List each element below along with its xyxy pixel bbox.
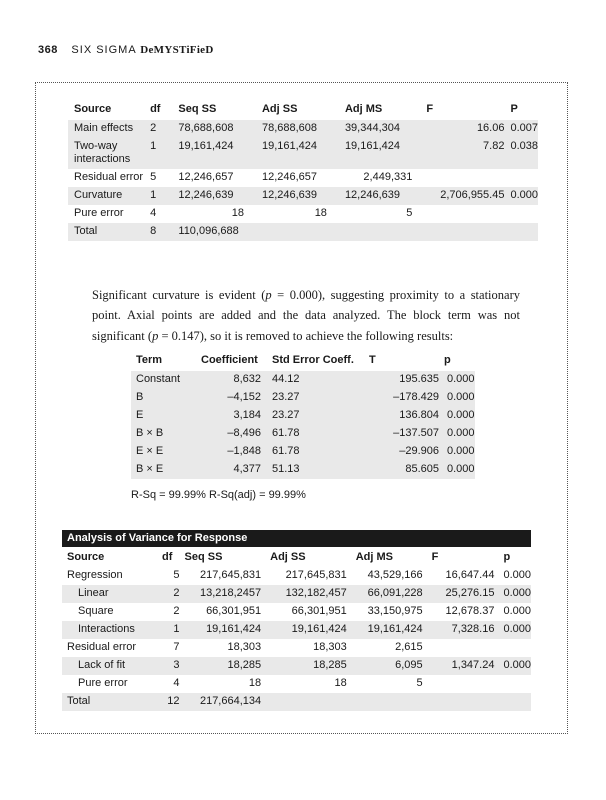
table-header-row: [131, 354, 475, 371]
table-cell: 2: [144, 120, 172, 138]
table-cell: 3: [157, 657, 180, 675]
table-cell: 51.13: [267, 461, 364, 479]
table-cell: Main effects: [68, 120, 144, 138]
table-cell: Total: [62, 693, 157, 711]
table-cell: 2,615: [395, 641, 423, 653]
table-cell: 12,246,639: [172, 187, 256, 205]
table-row: [68, 205, 538, 223]
table-cell: 12: [157, 693, 180, 711]
table-cell: Constant: [131, 371, 196, 389]
table-cell: 0.000: [504, 187, 538, 205]
table-row: [62, 603, 531, 621]
table-cell: 5: [150, 171, 157, 183]
table-cell: 7,328.16: [427, 621, 499, 639]
table-cell: Square: [78, 605, 114, 617]
table-row: [62, 657, 531, 675]
coefficients-table: [131, 354, 475, 479]
table-cell: 7: [173, 641, 180, 653]
table-cell: B × B: [131, 425, 196, 443]
table-cell: 8,632: [196, 371, 267, 389]
table-cell: 8: [144, 223, 172, 241]
table-cell: 61.78: [267, 443, 364, 461]
table-cell: 4: [150, 207, 157, 219]
table-row: [62, 621, 531, 639]
table-cell: 85.605: [364, 461, 439, 479]
table-cell: 2,449,331: [363, 171, 413, 183]
table-cell: 19,161,424: [256, 138, 339, 169]
table-cell: –137.507: [364, 425, 439, 443]
table-cell: 0.000: [439, 389, 475, 407]
table-cell: 18: [314, 207, 327, 219]
table-row: [131, 389, 475, 407]
table-cell: B × E: [131, 461, 196, 479]
table-cell: –4,152: [196, 389, 267, 407]
page-header: [38, 44, 214, 56]
body-paragraph: [92, 285, 520, 347]
table-cell: [498, 693, 531, 711]
table-cell: 18,285: [180, 657, 266, 675]
table-cell: 1: [144, 187, 172, 205]
table-cell: 18,303: [313, 641, 347, 653]
table-cell: 217,645,831: [285, 569, 347, 581]
p-variable: p: [265, 287, 272, 302]
table-cell: [339, 223, 420, 241]
table-cell: 61.78: [267, 425, 364, 443]
table-cell: 5: [406, 207, 413, 219]
table-cell: [427, 639, 499, 657]
table-cell: 33,150,975: [367, 605, 423, 617]
table-cell: 18: [334, 677, 347, 689]
series-brand: DeMYSTiFieD: [140, 44, 214, 56]
table-cell: 25,276.15: [427, 585, 499, 603]
table-row: [131, 407, 475, 425]
table-header-row: [68, 101, 538, 120]
column-header: Adj SS: [270, 551, 306, 563]
table-cell: 0.000: [439, 371, 475, 389]
table-cell: 18: [248, 677, 262, 689]
table-cell: [504, 205, 538, 223]
table-cell: Residual error: [67, 641, 137, 653]
table-cell: 78,688,608: [256, 120, 339, 138]
table-cell: Two-way interactions: [68, 138, 144, 169]
table-row: [62, 675, 531, 693]
table-cell: Lack of fit: [62, 657, 157, 675]
table-cell: 0.007: [504, 120, 538, 138]
table-cell: 18,303: [227, 641, 262, 653]
table-cell: –29.906: [364, 443, 439, 461]
table-cell: 23.27: [267, 389, 364, 407]
column-header: Adj SS: [261, 103, 298, 115]
column-header: Seq SS: [178, 103, 217, 115]
table-cell: 12,246,657: [178, 171, 234, 183]
table-cell: 19,161,424: [172, 138, 256, 169]
table-cell: 217,664,134: [180, 693, 266, 711]
table-cell: 12,246,639: [339, 187, 420, 205]
column-header: F: [426, 103, 434, 115]
table-cell: [420, 169, 504, 187]
column-header: df: [162, 551, 173, 563]
table-cell: [504, 223, 538, 241]
table-cell: Residual error: [74, 171, 144, 183]
table-cell: [504, 169, 538, 187]
table-cell: 1,347.24: [427, 657, 499, 675]
table-row: [62, 585, 531, 603]
table-cell: 44.12: [267, 371, 364, 389]
table-cell: Pure error: [74, 207, 124, 219]
table-cell: 132,182,457: [265, 585, 351, 603]
table-cell: 19,161,424: [351, 621, 427, 639]
table-cell: 13,218,2457: [180, 585, 266, 603]
table-row: [62, 693, 531, 711]
table-cell: Linear: [62, 585, 157, 603]
table-cell: B: [131, 389, 196, 407]
column-header: Source: [67, 551, 105, 563]
table-cell: 23.27: [267, 407, 364, 425]
table-cell: 0.000: [439, 425, 475, 443]
table-cell: 66,301,951: [206, 605, 262, 617]
table-cell: 2: [157, 585, 180, 603]
column-header: F: [431, 551, 439, 563]
table-cell: –1,848: [196, 443, 267, 461]
table-cell: Curvature: [68, 187, 144, 205]
table-cell: 39,344,304: [339, 120, 420, 138]
series-title: SIX SIGMA: [71, 44, 137, 56]
table-row: [62, 639, 531, 657]
column-header: Source: [74, 103, 112, 115]
table-cell: 195.635: [364, 371, 439, 389]
table-cell: Pure error: [78, 677, 128, 689]
table-cell: 0.000: [498, 657, 531, 675]
column-header: Adj MS: [344, 103, 383, 115]
table-cell: 18: [231, 207, 244, 219]
table-cell: 7.82: [420, 138, 504, 169]
table-cell: 0.000: [439, 443, 475, 461]
table-row: [131, 443, 475, 461]
table-cell: 1: [157, 621, 180, 639]
table-cell: 5: [416, 677, 423, 689]
table-cell: E × E: [131, 443, 196, 461]
table-cell: 0.000: [498, 621, 531, 639]
table-row: [68, 187, 538, 205]
column-header: Seq SS: [184, 551, 223, 563]
column-header: p: [503, 551, 511, 563]
table-row: [131, 461, 475, 479]
table-cell: [427, 693, 499, 711]
table-row: [68, 169, 538, 187]
column-header: p: [444, 354, 451, 366]
table-cell: [498, 639, 531, 657]
table-row: [68, 138, 538, 169]
paragraph-text: = 0.000), suggesting proximity to a stationary point. Axial points are added and the data analyzed. The block term was not significant (: [92, 287, 520, 343]
table-cell: 217,645,831: [199, 569, 262, 581]
r-squared-text: R-Sq = 99.99% R-Sq(adj) = 99.99%: [131, 489, 306, 501]
column-header: Term: [136, 354, 163, 366]
table-cell: 5: [173, 569, 180, 581]
table-row: [62, 567, 531, 585]
paragraph-text: = 0.147), so it is removed to achieve the following results:: [158, 328, 454, 343]
table-cell: 19,161,424: [339, 138, 420, 169]
table-cell: [420, 205, 504, 223]
column-header: Std Error Coeff.: [272, 354, 354, 366]
table-cell: 18,285: [265, 657, 351, 675]
table-row: [68, 223, 538, 241]
anova-table-title: Analysis of Variance for Response: [62, 530, 531, 547]
table-cell: 19,161,424: [265, 621, 351, 639]
p-variable: p: [152, 328, 159, 343]
table-header-row: [62, 548, 531, 567]
table-cell: –8,496: [196, 425, 267, 443]
table-cell: 16,647.44: [445, 569, 495, 581]
table-cell: 66,301,951: [291, 605, 347, 617]
table-cell: 12,678.37: [445, 605, 495, 617]
table-cell: 4,377: [196, 461, 267, 479]
table-cell: 0.000: [439, 407, 475, 425]
table-cell: 1: [144, 138, 172, 169]
table-cell: 19,161,424: [180, 621, 266, 639]
table-cell: Total: [68, 223, 144, 241]
table-cell: 136.804: [364, 407, 439, 425]
table-cell: [265, 693, 351, 711]
table-cell: 2,706,955.45: [420, 187, 504, 205]
table-cell: –178.429: [364, 389, 439, 407]
table-cell: Interactions: [62, 621, 157, 639]
column-header: T: [369, 354, 376, 366]
column-header: df: [150, 103, 161, 115]
table-cell: 0.000: [503, 605, 531, 617]
table-cell: 43,529,166: [367, 569, 423, 581]
table-cell: 0.000: [503, 569, 531, 581]
table-cell: [351, 693, 427, 711]
table-cell: [427, 675, 499, 693]
table-cell: 66,091,228: [351, 585, 427, 603]
table-cell: [256, 223, 339, 241]
table-row: [131, 425, 475, 443]
table-cell: 6,095: [351, 657, 427, 675]
table-cell: 4: [173, 677, 180, 689]
paragraph-text: Significant curvature is evident (: [92, 287, 266, 302]
column-header: Adj MS: [355, 551, 394, 563]
table-cell: 12,246,639: [256, 187, 339, 205]
table-cell: 78,688,608: [172, 120, 256, 138]
table-cell: Regression: [67, 569, 123, 581]
table-cell: 0.000: [498, 585, 531, 603]
response-anova-table: [62, 548, 531, 711]
factorial-anova-table: [68, 101, 538, 241]
column-header: P: [510, 103, 518, 115]
table-cell: 0.000: [439, 461, 475, 479]
page-number: 368: [38, 44, 58, 56]
column-header: Coefficient: [201, 354, 258, 366]
table-cell: [498, 675, 531, 693]
table-cell: 110,096,688: [172, 223, 256, 241]
table-row: [68, 120, 538, 138]
table-row: [131, 371, 475, 389]
table-cell: 2: [173, 605, 180, 617]
table-cell: [420, 223, 504, 241]
table-cell: 16.06: [420, 120, 504, 138]
table-cell: 3,184: [196, 407, 267, 425]
table-cell: 0.038: [504, 138, 538, 169]
table-cell: 12,246,657: [261, 171, 318, 183]
table-cell: E: [131, 407, 196, 425]
